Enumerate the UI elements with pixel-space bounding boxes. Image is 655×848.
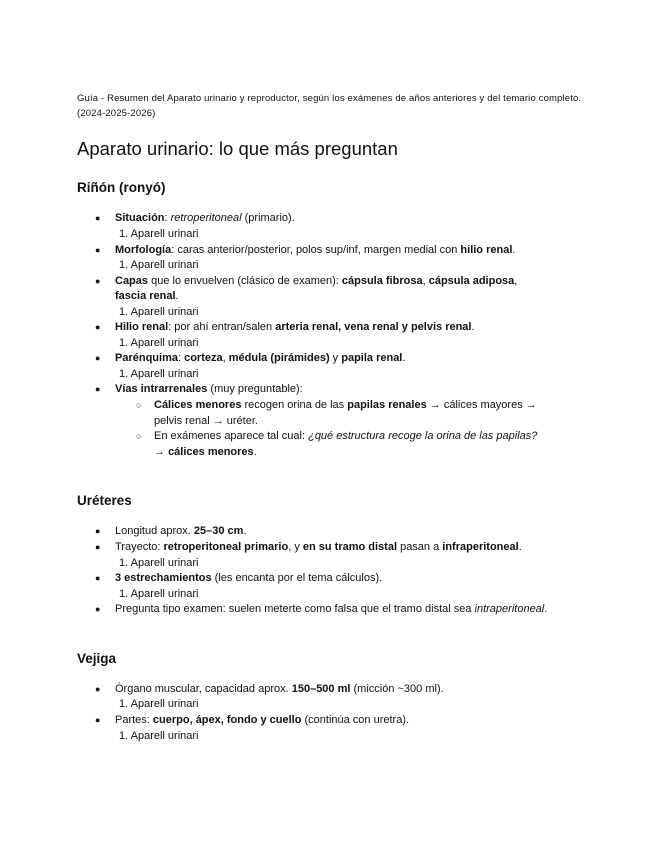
bullet-icon: ● [95, 542, 101, 552]
bullet-icon: ● [95, 384, 101, 394]
document-page: Guía - Resumen del Aparato urinario y reproductor, según los exámenes de años anteriores y del temario completo. (2024-2025-2026) Aparato urinario: lo que más preguntan Riñón (ronyó) ● Situación: retroperitoneal (primario). 1. Aparell urinari ● Morfología: caras anterior/posterior, polos sup/inf, margen medial con hilio renal. 1. Aparell urinari ● Capas que lo envuelven (clásico de examen): cápsula fibrosa, cápsula adiposa, fascia renal. 1. Aparell urinari ● Hilio renal: por ahí entran/salen arteria renal, vena renal y pelvis renal. 1. Aparell urinari ● Parénquima: corteza, médula (pirámides) y papila renal. 1. Aparell urinari ● Vías intrarrenales (muy preguntable): ○ Cálices menores recogen orina de las papilas renales → cálices mayores → pelvis renal → uréter. ○ En exámenes aparece tal cual: ¿qué estructura recoge la orina de las papilas? → cálices menores. Uréteres ● Longitud aprox. 25–30 cm. ● Trayecto: retroperitoneal primario, y en su tramo distal pasan a infraperitoneal. 1. Aparell urinari ● 3 estrechamientos (les encanta por el tema cálculos). 1. Aparell urinari ● Pregunta tipo examen: suelen meterte como falsa que el tramo distal sea intraperitoneal. Vejiga ● Órgano muscular, capacidad aprox. 150–500 ml (micción ~300 ml). 1. Aparell urinari ● Partes: cuerpo, ápex, fondo y cuello (continúa con uretra). 1. Aparell urinari [0, 0, 655, 848]
page-title: Aparato urinario: lo que más preguntan [77, 138, 398, 159]
bullet-icon: ● [95, 213, 101, 223]
bullet-icon: ● [95, 526, 101, 536]
section-heading-rinon: Riñón (ronyó) [77, 180, 166, 195]
bullet-icon: ● [95, 353, 101, 363]
bullet-icon: ● [95, 573, 101, 583]
bullet-icon: ● [95, 245, 101, 255]
bullet-icon: ● [95, 715, 101, 725]
bullet-icon: ● [95, 322, 101, 332]
section-heading-vejiga: Vejiga [77, 651, 117, 666]
intro-text: Guía - Resumen del Aparato urinario y reproductor, según los exámenes de años anteriores y del temario completo. (2024-2025-2026) [77, 93, 582, 119]
bullet-icon: ● [95, 604, 101, 614]
circle-bullet-icon: ○ [136, 431, 142, 441]
section-heading-ureteres: Uréteres [77, 493, 132, 508]
bullet-icon: ● [95, 276, 101, 286]
circle-bullet-icon: ○ [136, 400, 142, 410]
bullet-icon: ● [95, 684, 101, 694]
